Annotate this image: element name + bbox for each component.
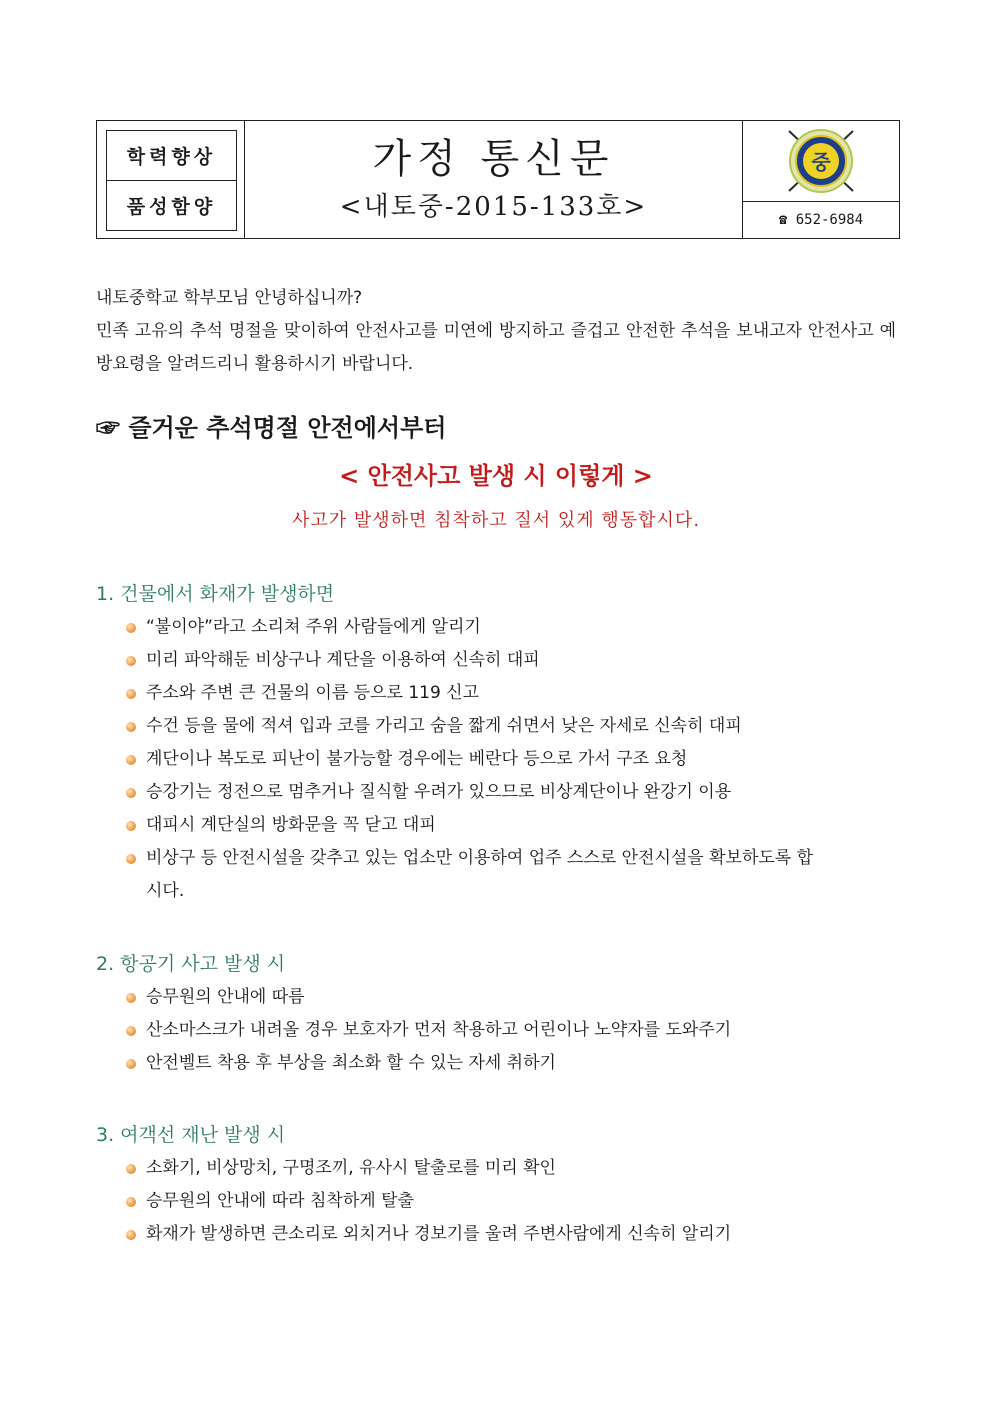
issue-number: <내토중-2015-133호> [339,192,648,222]
list-item: 승무원의 안내에 따름 [126,981,896,1014]
list-item: 안전벨트 착용 후 부상을 최소화 할 수 있는 자세 취하기 [126,1047,896,1080]
motto-academic: 학력향상 [126,146,217,168]
list-item: 화재가 발생하면 큰소리로 외치거나 경보기를 울려 주변사람에게 신속히 알리기 [126,1218,896,1251]
item-list [126,1152,896,1251]
bullet-icon [126,1059,136,1069]
bullet-icon [126,755,136,765]
group-ferry-disaster [96,1119,896,1251]
title-cell [245,121,743,238]
motto-character: 품성함양 [107,180,236,230]
newsletter-header [96,120,900,239]
contact-cell [743,121,899,238]
phone-icon: ☎ [778,212,788,229]
list-item: 미리 파악해둔 비상구나 계단을 이용하여 신속히 대피 [126,644,896,677]
group-building-fire [96,578,896,908]
section-tagline: 사고가 발생하면 침착하고 질서 있게 행동합시다. [291,510,701,531]
list-item: 소화기, 비상망치, 구명조끼, 유사시 탈출로를 미리 확인 [126,1152,896,1185]
bullet-icon [126,788,136,798]
list-item: 수건 등을 물에 적셔 입과 코를 가리고 숨을 짧게 쉬면서 낮은 자세로 신속히 대피 [126,710,896,743]
bullet-icon [126,1197,136,1207]
list-item: 계단이나 복도로 피난이 불가능할 경우에는 베란다 등으로 가서 구조 요청 [126,743,896,776]
phone-number [743,201,899,238]
bullet-icon [126,993,136,1003]
motto-box [106,130,237,231]
list-item: 산소마스크가 내려올 경우 보호자가 먼저 착용하고 어린이나 노약자를 도와주기 [126,1014,896,1047]
pointing-hand-icon: ☞ [96,413,120,442]
group-heading: 1. 건물에서 화재가 발생하면 [96,583,335,605]
bullet-icon [126,722,136,732]
group-aircraft-accident [96,948,896,1080]
section-title-text: 즐거운 추석명절 안전에서부터 [128,413,447,442]
item-list [126,981,896,1080]
list-item: 대피시 계단실의 방화문을 꼭 닫고 대피 [126,809,896,842]
bullet-icon [126,623,136,633]
page-title: 가정 통신문 [372,136,615,182]
phone-text: 652-6984 [795,212,864,229]
bullet-icon [126,656,136,666]
group-heading: 3. 여객선 재난 발생 시 [96,1124,286,1146]
motto-cell [97,121,245,238]
bullet-icon [126,689,136,699]
group-heading: 2. 항공기 사고 발생 시 [96,953,286,975]
bullet-icon [126,1230,136,1240]
logo-area [743,121,899,201]
list-item: 승강기는 정전으로 멈추거나 질식할 우려가 있으므로 비상계단이나 완강기 이용 [126,776,896,809]
item-list [126,611,896,908]
list-item: 비상구 등 안전시설을 갖추고 있는 업소만 이용하여 업주 스스로 안전시설을 확보하도록 합시다. [126,842,826,908]
bullet-icon [126,821,136,831]
emblem-letter: 중 [811,150,831,175]
section-title [96,408,446,443]
bullet-icon [126,1026,136,1036]
bullet-icon [126,1164,136,1174]
school-emblem-icon [781,125,861,197]
list-item: 승무원의 안내에 따라 침착하게 탈출 [126,1185,896,1218]
intro-text [96,282,896,381]
bullet-icon [126,854,136,864]
list-item: “불이야”라고 소리쳐 주위 사람들에게 알리기 [126,611,896,644]
list-item: 주소와 주변 큰 건물의 이름 등으로 119 신고 [126,677,896,710]
intro-paragraph: 민족 고유의 추석 명절을 맞이하여 안전사고를 미연에 방지하고 즐겁고 안전한 추석을 보내고자 안전사고 예방요령을 알려드리니 활용하시기 바랍니다. [96,321,896,374]
greeting: 내토중학교 학부모님 안녕하십니까? [96,288,363,308]
section-subtitle: < 안전사고 발생 시 이렇게 > [339,461,653,490]
